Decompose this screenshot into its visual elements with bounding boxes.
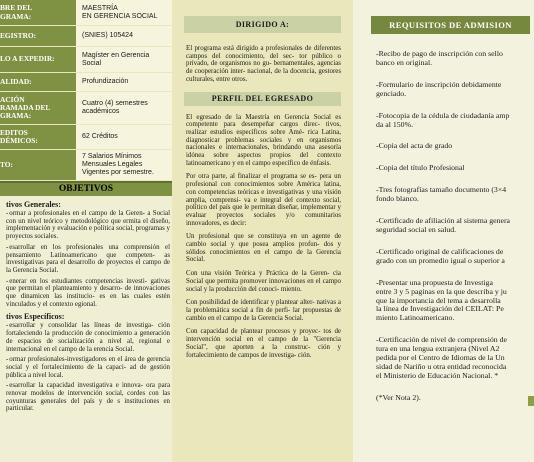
requisito-item: -Copia del título Profesional (376, 163, 465, 173)
program-info-table (0, 0, 172, 181)
list-item: - ormar a profesionales en el campo de la Geren- a Social con un nivel teórico y metodológico que ermita el diseño, implementación y evaluación e política social, programas y proyectos sociales. (6, 210, 170, 241)
info-row-registro (0, 26, 172, 47)
objetivos-especificos-list (0, 322, 172, 413)
list-item: - esarrollar en los profesionales una comprensión el pensamiento Latinoamericano que competen- as investigativas para el desarrollo de proyectos el campo de la Gerencia Social. (6, 244, 170, 275)
info-value: 62 Créditos (76, 125, 172, 149)
objetivos-generales-list (0, 210, 172, 308)
dirigido-text: El programa está dirigido a profesionales de diferentes campos del conocimiento, del sec- tor público o privado, de organismos no gu- bernamentales, agencias de cooperación inter- nacional, de la docencia, gestores culturales, entre otros. (186, 45, 341, 83)
info-value: 7 Salarios Mínimos Mensuales Legales Vigentes por semestre. (76, 150, 172, 180)
info-row-creditos (0, 125, 172, 150)
requisito-item: -Formulario de inscripción debidamente genciado. (376, 79, 502, 98)
info-value: Cuatro (4) semestres académicos (76, 92, 172, 124)
info-value: Magíster en Gerencia Social (76, 47, 172, 72)
info-row-titulo (0, 47, 172, 73)
requisito-item: -Presentar una propuesta de Investiga entre 3 y 5 paginas en la que describa y ju que la importancia del tema a desarrolla la línea de Investigación del CEILAT: Pe miento Latinoamericano. (376, 277, 507, 323)
requisito-item: -Tres fotografías tamaño documento (3×4 fondo blanco. (376, 185, 507, 204)
info-value: MAESTRÍA EN GERENCIA SOCIAL (76, 0, 172, 25)
objetivos-generales-title: tivos Generales: (6, 200, 61, 209)
info-label: ACIÓN RAMADA DEL GRAMA: (0, 92, 76, 124)
perfil-paragraph: Un profesional que se constituya en un agente de cambio social y que posea amplios profun- dos y sólidos conocimientos en el campo de la Gerencia Social. (186, 233, 341, 264)
info-row-costo (0, 150, 172, 181)
requisito-item: -Recibo de pago de inscripción con sello banco en original. (376, 49, 503, 67)
info-row-nombre (0, 0, 172, 26)
info-label: BRE DEL GRAMA: (0, 0, 76, 25)
perfil-paragraph: El egresado de la Maestría en Gerencia Social es competente para desempeñar cargos direc- tivos, realizar estudios específicos sobre Amé- rica Latina, diagnosticar problemas sociales y en organismos nacionales e internacionales, brindando una asesoría idónea sobre aspectos propios del contexto latinoamericano y en el campo específico de énfasis. (186, 113, 341, 167)
info-label: ALIDAD: (0, 73, 76, 91)
info-row-duracion (0, 92, 172, 125)
requisito-note: (*Ver Nota 2). (376, 392, 421, 402)
info-label: EDITOS DÉMICOS: (0, 125, 76, 149)
perfil-header: PERFIL DEL EGRESADO (184, 92, 341, 106)
objetivos-especificos-title: tivos Específicos: (6, 312, 65, 322)
dirigido-header: DIRIGIDO A: (184, 16, 341, 33)
perfil-paragraph: Con una visión Teórica y Práctica de la Geren- cia Social que permita promover innovaciones en el campo social y la producción del conoci- miento. (186, 270, 341, 293)
requisitos-list (376, 50, 534, 403)
objetivos-header: OBJETIVOS (0, 181, 172, 196)
requisitos-panel (353, 0, 534, 462)
list-item: - esarrollar la capacidad investigativa e innova- ora para renovar modelos de intervención social, cordes con las coyunturas generales del país y de s instituciones en particular. (6, 382, 170, 413)
perfil-paragraph: Con posibilidad de identificar y plantear alter- nativas a la problemática social a fin de perfi- lar propuestas de cambio en el campo de la Gerencia Social. (186, 299, 341, 322)
info-value: Profundización (76, 73, 172, 91)
perfil-paragraph: Por otra parte, al finalizar el programa se es- pera un profesional con conocimientos sobre América latina, con competencias teóricas e investigativas y una visión amplia, comprensi- va e integral del contexto social, político del país que le permitan diseñar, implementar y evaluar proyectos sociales y/o comunitarios innovadores, es decir: (186, 173, 341, 227)
info-value: (SNIES) 105424 (76, 26, 172, 46)
info-row-modalidad (0, 73, 172, 92)
requisitos-header: REQUISITOS DE ADMISION (371, 16, 530, 34)
info-label: TO: (0, 150, 76, 180)
requisito-item: -Certificado original de calificaciones de grado con un promedio igual o superior a (376, 246, 505, 265)
dirigido-perfil-panel (172, 0, 353, 462)
requisito-item: -Copia del acta de grado (376, 141, 453, 151)
info-label: EGISTRO: (0, 26, 76, 46)
requisito-item: -Certificación de nivel de comprensión de tura en una lengua extranjera (Nivel A2 pedida por el Centro de Idiomas de la Un sidad de Nariño u otra entidad reconocida el Ministerio de Educación Nacional. * (376, 335, 507, 380)
requisito-item: -Fotocopia de la cédula de ciudadanía amp da al 150%. (376, 110, 510, 129)
list-item: - enerar en los estudiantes competencias investi- gativas que permitan el planteamiento y desarro- de innovaciones que dinamicen las institucio- es en las cuales estén vinculados y el contexto egional. (6, 278, 170, 309)
list-item: - esarrollar y consolidar las líneas de investiga- ción fortaleciendo la producción de conocimiento a generación de espacios de socialización a nivel al, regional e internacional en el campo de la erencia Social. (6, 322, 170, 353)
requisito-item: -Certificado de afiliación al sistema genera seguridad social en salud. (376, 216, 511, 234)
info-label: LO A EXPEDIR: (0, 47, 76, 72)
decorative-corner (528, 396, 534, 406)
list-item: - ormar profesionales-investigadores en el área de gerencia social y el fortalecimiento de la capaci- ad de gestión pública a nivel local. (6, 356, 170, 379)
perfil-paragraph: Con capacidad de plantear procesos y proyec- tos de intervención social en el campo de la "Gerencia Social", que aporten a la construc- ción y fortalecimiento de campos de investiga- ción. (186, 328, 341, 359)
program-info-panel (0, 0, 172, 462)
